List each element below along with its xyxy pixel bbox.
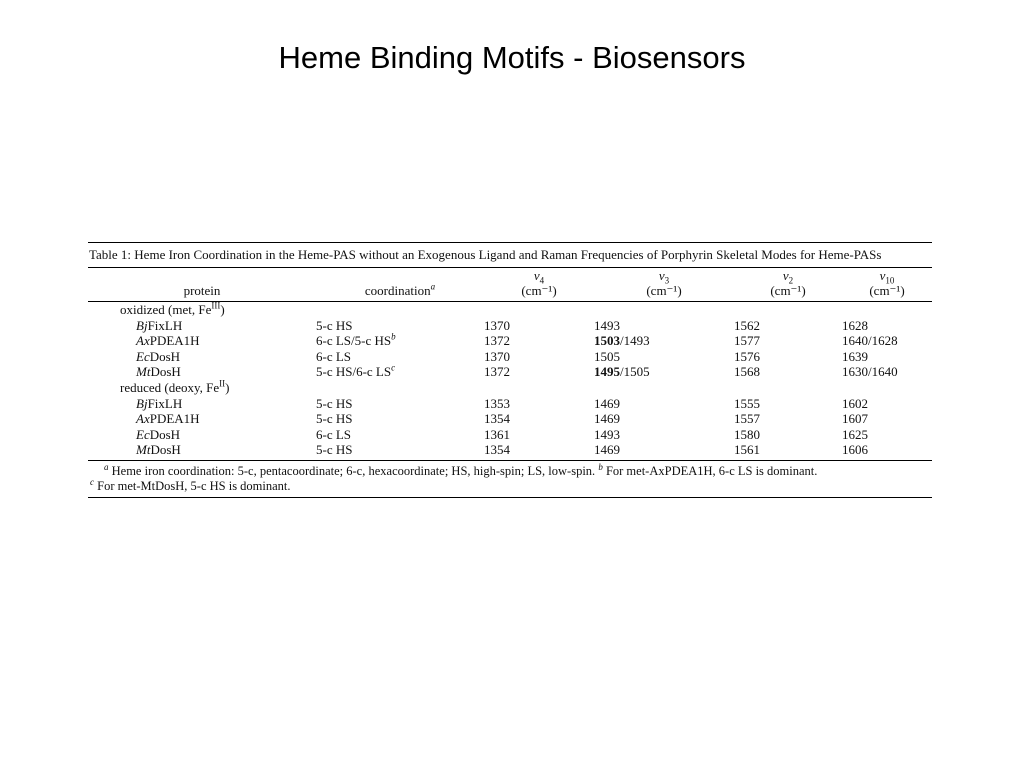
coordination-cell: 6-c LS: [316, 348, 352, 364]
nu2-cell: 1577: [734, 333, 760, 349]
nu10-cell: 1639: [842, 348, 868, 364]
nu10-cell: 1607: [842, 411, 868, 427]
nu2-cell: 1555: [734, 395, 760, 411]
nu4-cell: 1372: [484, 364, 510, 380]
nu10-cell: 1640/1628: [842, 333, 898, 349]
table-bottom-rule: [88, 497, 932, 498]
table-footnotes: $^a$ Heme iron coordination: 5-c, pentacoordinate; 6-c, hexacoordinate; HS, high-spin; LS, low-spin. $^b$ For met-AxPDEA1H, 6-c LS is dominant. $^c$ For met-MtDosH, 5-c HS is dominant.: [90, 461, 818, 493]
coordination-cell: 5-c HS: [316, 411, 353, 427]
protein-cell: AxPDEA1H: [136, 411, 200, 427]
nu2-cell: 1557: [734, 411, 760, 427]
protein-cell: EcDosH: [136, 426, 181, 442]
header-protein: protein: [183, 283, 221, 298]
header-coordination: coordination$^a$: [364, 281, 436, 298]
coordination-cell: 5-c HS/6-c $LS^c$: [316, 363, 396, 380]
nu2-cell: 1568: [734, 364, 760, 380]
nu4-cell: 1354: [484, 411, 510, 427]
nu10-cell: 1602: [842, 395, 868, 411]
nu2-cell: 1562: [734, 317, 760, 333]
nu4-cell: 1361: [484, 426, 510, 442]
protein-cell: BjFixLH: [136, 317, 183, 333]
header-nu4: $\nu_4$: [533, 268, 545, 286]
nu4-cell: 1354: [484, 442, 510, 458]
data-table-block: [88, 242, 932, 498]
protein-cell: AxPDEA1H: [136, 333, 200, 349]
coordination-cell: 6-c LS: [316, 426, 352, 442]
header-nu2: $\nu_2$: [782, 268, 794, 286]
coordination-cell: 5-c HS: [316, 395, 353, 411]
nu10-cell: 1625: [842, 426, 868, 442]
nu4-cell: 1370: [484, 317, 510, 333]
table-row: [88, 427, 932, 443]
nu3-cell: 1469: [594, 442, 620, 458]
protein-cell: MtDosH: [136, 364, 181, 380]
nu3-cell: 1493: [594, 317, 620, 333]
table-row: [88, 364, 932, 380]
table-body: [88, 302, 932, 458]
group-label-oxidized: oxidized (met, $Fe^{III}$): [120, 300, 225, 317]
nu3-cell: 1495/1505: [594, 364, 650, 380]
coordination-cell: 5-c HS: [316, 442, 353, 458]
table-row: [88, 396, 932, 412]
protein-cell: MtDosH: [136, 442, 181, 458]
table-caption: Table 1: Heme Iron Coordination in the Heme-PAS without an Exogenous Ligand and Raman Frequencies of Porphyrin Skeletal Modes for Heme-PASs: [89, 247, 882, 262]
nu2-cell: 1561: [734, 442, 760, 458]
nu3-cell: 1503/1493: [594, 333, 650, 349]
protein-cell: EcDosH: [136, 348, 181, 364]
header-row-labels: [88, 283, 932, 298]
header-nu3: $\nu_3$: [658, 268, 670, 286]
nu2-cell: 1576: [734, 348, 760, 364]
header-nu3-unit: (cm⁻¹): [646, 283, 682, 298]
header-nu10: $\nu_{10}$: [879, 268, 895, 286]
frequency-table: [88, 268, 932, 458]
header-nu4-unit: (cm⁻¹): [521, 283, 557, 298]
slide-title: Heme Binding Motifs - Biosensors: [278, 40, 746, 75]
header-nu10-unit: (cm⁻¹): [869, 283, 905, 298]
table-row: [88, 411, 932, 427]
header-nu2-unit: (cm⁻¹): [770, 283, 806, 298]
nu4-cell: 1372: [484, 333, 510, 349]
table-row: [88, 442, 932, 458]
nu3-cell: 1505: [594, 348, 620, 364]
nu10-cell: 1606: [842, 442, 868, 458]
nu2-cell: 1580: [734, 426, 760, 442]
nu3-cell: 1469: [594, 395, 620, 411]
protein-cell: BjFixLH: [136, 395, 183, 411]
table-row: [88, 318, 932, 334]
nu4-cell: 1370: [484, 348, 510, 364]
header-row-symbols: [88, 268, 932, 283]
table-row: [88, 333, 932, 349]
nu3-cell: 1469: [594, 411, 620, 427]
nu3-cell: 1493: [594, 426, 620, 442]
group-label-reduced: reduced (deoxy, $Fe^{II}$): [120, 378, 230, 395]
nu4-cell: 1353: [484, 395, 510, 411]
nu10-cell: 1630/1640: [842, 364, 898, 380]
coordination-cell: 6-c LS/5-c $HS^b$: [316, 331, 396, 349]
coordination-cell: 5-c HS: [316, 317, 353, 333]
nu10-cell: 1628: [842, 317, 868, 333]
table-row: [88, 349, 932, 365]
